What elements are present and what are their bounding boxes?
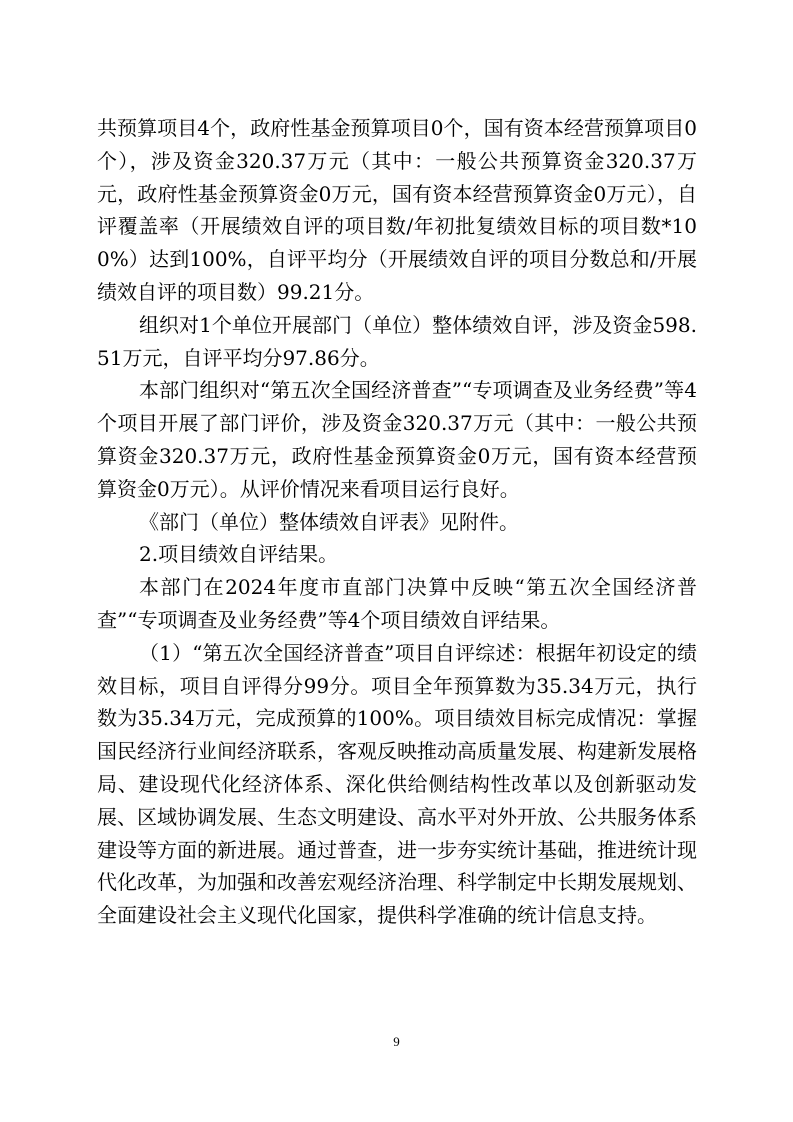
section-heading: 2.项目绩效自评结果。 [139, 542, 339, 567]
paragraph-project-results: 本部门在2024年度市直部门决算中反映“第五次全国经济普查”“专项调查及业务经费”等4个项目绩效自评结果。 [97, 575, 697, 632]
body-text [97, 112, 697, 932]
paragraph-census-summary: （1）“第五次全国经济普查”项目自评综述：根据年初设定的绩效目标，项目自评得分99分。项目全年预算数为35.34万元，执行数为35.34万元，完成预算的100%。项目绩效目标完成情况：掌握国民经济行业间经济联系，客观反映推动高质量发展、构建新发展格局、建设现代化经济体系、深化供给侧结构性改革以及创新驱动发展、区域协调发展、生态文明建设、高水平对外开放、公共服务体系建设等方面的新进展。通过普查，进一步夯实统计基础，推进统计现代化改革，为加强和改善宏观经济治理、科学制定中长期发展规划、全面建设社会主义现代化国家，提供科学准确的统计信息支持。 [97, 640, 697, 928]
page-number: 9 [393, 1034, 400, 1049]
paragraph-continuation: 共预算项目4个，政府性基金预算项目0个，国有资本经营预算项目0个），涉及资金320.37万元（其中：一般公共预算资金320.37万元，政府性基金预算资金0万元，国有资本经营预算资金0万元），自评覆盖率（开展绩效自评的项目数/年初批复绩效目标的项目数*100%）达到100%，自评平均分（开展绩效自评的项目分数总和/开展绩效自评的项目数）99.21分。 [97, 116, 697, 304]
paragraph-unit-evaluation: 组织对1个单位开展部门（单位）整体绩效自评，涉及资金598.51万元，自评平均分97.86分。 [97, 312, 697, 370]
paragraph-department-evaluation: 本部门组织对“第五次全国经济普查”“专项调查及业务经费”等4个项目开展了部门评价，涉及资金320.37万元（其中：一般公共预算资金320.37万元，政府性基金预算资金0万元，国有资本经营预算资金0万元）。从评价情况来看项目运行良好。 [97, 378, 697, 501]
paragraph-attachment-note: 《部门（单位）整体绩效自评表》见附件。 [139, 509, 519, 534]
